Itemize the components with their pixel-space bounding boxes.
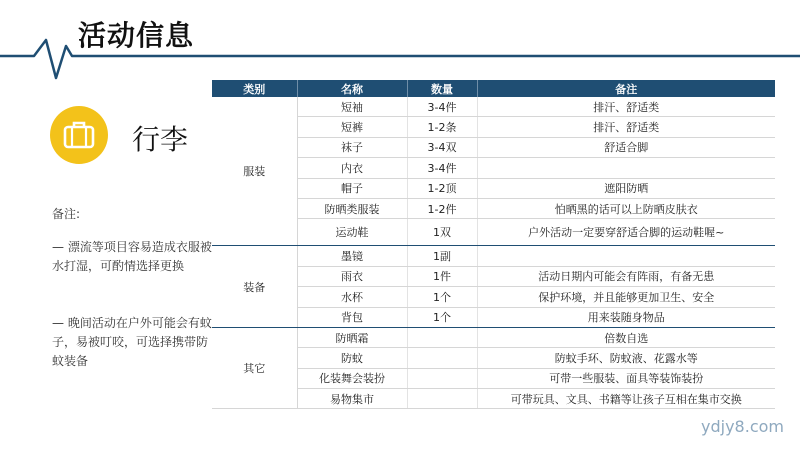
table-row: [212, 137, 775, 157]
item-name: 帽子: [297, 178, 407, 198]
note-item: — 漂流等项目容易造成衣服被水打湿，可酌情选择更换: [52, 240, 212, 273]
item-note: 遮阳防晒: [477, 178, 775, 198]
item-qty: 1副: [407, 246, 477, 266]
item-note: 可带玩具、文具、书籍等让孩子互相在集市交换: [477, 389, 775, 409]
item-qty: 1个: [407, 307, 477, 327]
item-name: 雨衣: [297, 266, 407, 286]
category-cell: 其它: [212, 327, 297, 409]
item-qty: [407, 348, 477, 368]
item-name: 水杯: [297, 287, 407, 307]
table-row: [212, 307, 775, 327]
luggage-table: [212, 80, 775, 409]
item-qty: 1双: [407, 219, 477, 246]
item-qty: 1个: [407, 287, 477, 307]
table-row: [212, 158, 775, 178]
table-row: [212, 348, 775, 368]
item-qty: 3-4双: [407, 137, 477, 157]
item-note: 防蚊手环、防蚊液、花露水等: [477, 348, 775, 368]
table-row: [212, 97, 775, 117]
table-row: [212, 246, 775, 266]
item-qty: 1-2条: [407, 117, 477, 137]
suitcase-badge: [50, 106, 108, 164]
item-qty: 1件: [407, 266, 477, 286]
table-row: [212, 178, 775, 198]
table-row: [212, 266, 775, 286]
item-name: 易物集市: [297, 389, 407, 409]
table-row: [212, 368, 775, 388]
item-note: [477, 246, 775, 266]
item-qty: 1-2件: [407, 198, 477, 218]
item-name: 化装舞会装扮: [297, 368, 407, 388]
column-header: 数量: [407, 80, 477, 97]
column-header: 备注: [477, 80, 775, 97]
notes-label: 备注:: [52, 207, 81, 221]
table-row: [212, 198, 775, 218]
watermark: ydjy8.com: [701, 417, 784, 436]
item-note: 保护环境，并且能够更加卫生、安全: [477, 287, 775, 307]
note-item: — 晚间活动在户外可能会有蚊子，易被叮咬，可选择携带防蚊装备: [52, 316, 212, 368]
page-title: 活动信息: [78, 19, 195, 52]
item-qty: 3-4件: [407, 97, 477, 117]
item-note: 倍数自选: [477, 327, 775, 347]
item-name: 短裤: [297, 117, 407, 137]
table-row: [212, 327, 775, 347]
item-qty: [407, 389, 477, 409]
item-name: 防蚊: [297, 348, 407, 368]
item-note: 舒适合脚: [477, 137, 775, 157]
item-note: 排汗、舒适类: [477, 117, 775, 137]
table-header-row: [212, 80, 775, 97]
item-qty: [407, 327, 477, 347]
item-note: 排汗、舒适类: [477, 97, 775, 117]
item-name: 运动鞋: [297, 219, 407, 246]
item-note: 户外活动一定要穿舒适合脚的运动鞋喔~: [477, 219, 775, 246]
item-qty: 1-2顶: [407, 178, 477, 198]
item-note: 活动日期内可能会有阵雨，有备无患: [477, 266, 775, 286]
category-cell: 装备: [212, 246, 297, 328]
item-name: 短袖: [297, 97, 407, 117]
item-qty: 3-4件: [407, 158, 477, 178]
table-row: [212, 389, 775, 409]
column-header: 名称: [297, 80, 407, 97]
item-note: 用来装随身物品: [477, 307, 775, 327]
section-title: 行李: [132, 123, 189, 156]
item-note: 怕晒黑的话可以上防晒皮肤衣: [477, 198, 775, 218]
item-name: 防晒类服装: [297, 198, 407, 218]
item-name: 内衣: [297, 158, 407, 178]
suitcase-icon: [62, 118, 96, 152]
item-name: 背包: [297, 307, 407, 327]
table-row: [212, 219, 775, 246]
item-qty: [407, 368, 477, 388]
item-note: 可带一些服装、面具等装饰装扮: [477, 368, 775, 388]
category-cell: 服装: [212, 97, 297, 246]
item-name: 防晒霜: [297, 327, 407, 347]
item-name: 袜子: [297, 137, 407, 157]
table-row: [212, 287, 775, 307]
column-header: 类别: [212, 80, 297, 97]
item-note: [477, 158, 775, 178]
table-row: [212, 117, 775, 137]
item-name: 墨镜: [297, 246, 407, 266]
